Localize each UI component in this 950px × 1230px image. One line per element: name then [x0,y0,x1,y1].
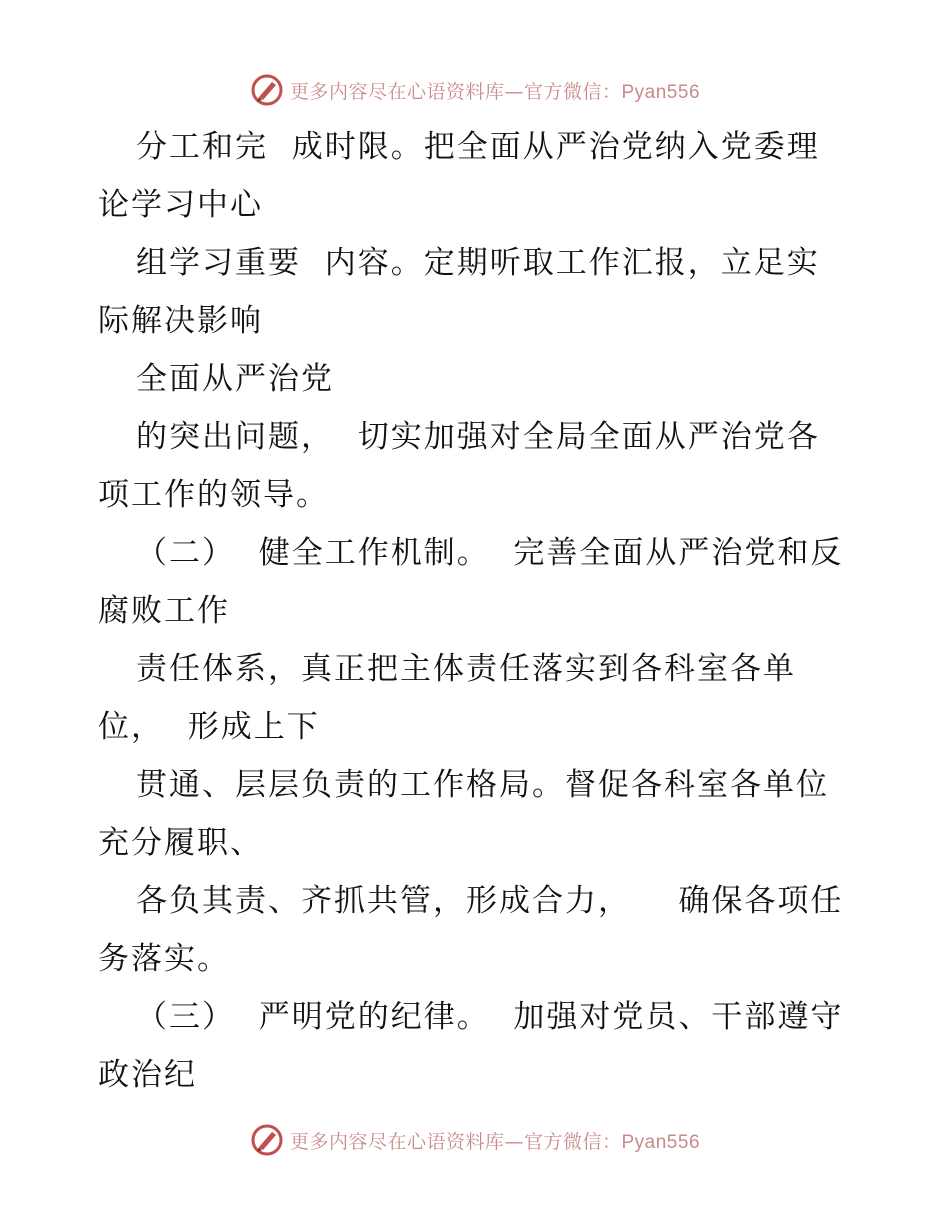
text-line: （二） 健全工作机制。 完善全面从严治党和反 [136,535,844,571]
pen-logo-icon [250,73,284,107]
watermark-text: 更多内容尽在心语资料库—官方微信：Pyan556 [289,80,701,103]
text-line: 分工和完 成时限。把全面从严治党纳入党委理 [136,129,820,165]
document-body [98,118,858,1104]
text-line: 贯通、层层负责的工作格局。督促各科室各单位 [136,767,829,803]
text-line: 各负其责、齐抓共管，形成合力， 确保各项任 [136,883,844,919]
text-line: （三） 严明党的纪律。 加强对党员、干部遵守 [136,999,844,1035]
watermark-header [0,70,950,110]
text-line: 务落实。 [98,941,230,977]
text-line: 组学习重要 内容。定期听取工作汇报，立足实 [136,245,820,281]
text-line: 腐败工作 [98,593,230,629]
text-line: 责任体系，真正把主体责任落实到各科室各单 [136,651,796,687]
text-line: 位， 形成上下 [98,709,320,745]
text-line: 政治纪 [98,1057,197,1093]
text-line: 全面从严治党 [136,361,334,397]
text-line: 充分履职、 [98,825,263,861]
watermark-footer [0,1120,950,1160]
text-line: 的突出问题， 切实加强对全局全面从严治党各 [136,419,820,455]
text-line: 论学习中心 [98,187,263,223]
pen-logo-icon [250,1123,284,1157]
text-line: 际解决影响 [98,303,263,339]
text-line: 项工作的领导。 [98,477,329,513]
watermark-text: 更多内容尽在心语资料库—官方微信：Pyan556 [289,1130,701,1153]
